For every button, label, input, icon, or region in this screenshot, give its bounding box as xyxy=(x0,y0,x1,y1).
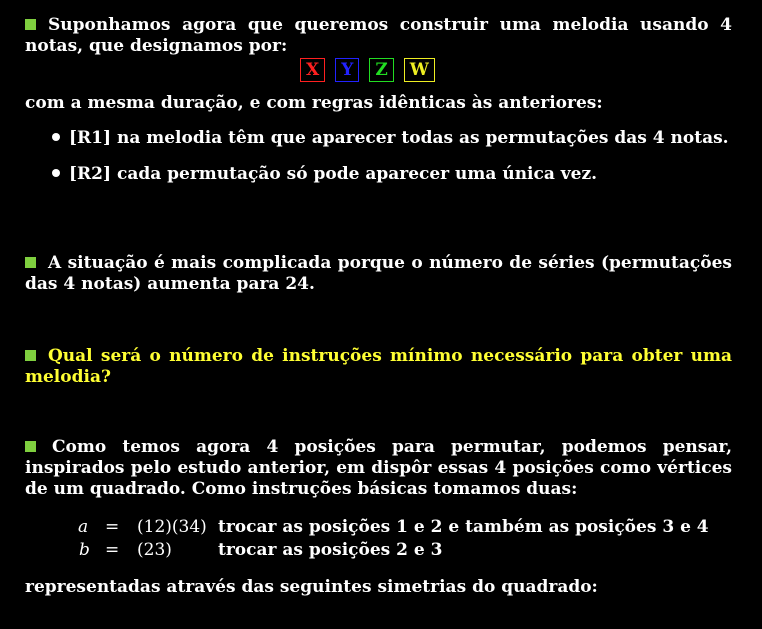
positions-paragraph xyxy=(25,437,732,500)
situation-paragraph xyxy=(25,253,732,295)
bullet-dot-icon xyxy=(52,169,60,177)
instruction-b-perm: (23) xyxy=(137,540,172,560)
rules-intro: com a mesma duração, e com regras idênticas às anteriores: xyxy=(25,93,603,113)
rule-r1-text: [R1] na melodia têm que aparecer todas as permutações das 4 notas. xyxy=(69,128,729,148)
instruction-b-var: b xyxy=(79,540,90,560)
positions-text: Como temos agora 4 posições para permutar, podemos pensar, inspirados pelo estudo anterior, em dispôr essas 4 posições como vértices de um quadrado. Como instruções básicas tomamos duas: xyxy=(25,437,732,499)
instruction-a-var: a xyxy=(78,517,89,537)
instruction-b-symbol xyxy=(79,539,90,561)
intro-text: Suponhamos agora que queremos construir uma melodia usando 4 notas, que designamos por: xyxy=(25,15,732,56)
note-y-label: Y xyxy=(341,60,354,80)
symmetries-paragraph: representadas através das seguintes simetrias do quadrado: xyxy=(25,577,598,597)
instruction-a-desc: trocar as posições 1 e 2 e também as posições 3 e 4 xyxy=(218,517,709,537)
instruction-a-eq: = xyxy=(105,517,120,537)
instruction-a-symbol xyxy=(78,516,88,538)
note-y-box xyxy=(335,58,359,82)
green-square-bullet-icon xyxy=(25,350,36,361)
bullet-dot-icon xyxy=(52,133,60,141)
note-z-label: Z xyxy=(375,60,388,80)
green-square-bullet-icon xyxy=(25,441,36,452)
question-paragraph xyxy=(25,346,732,388)
question-text: Qual será o número de instruções mínimo necessário para obter uma melodia? xyxy=(25,346,732,387)
situation-text: A situação é mais complicada porque o número de séries (permutações das 4 notas) aumenta para 24. xyxy=(25,253,732,294)
instruction-a-perm: (12)(34) xyxy=(137,517,207,537)
green-square-bullet-icon xyxy=(25,19,36,30)
rule-r2 xyxy=(52,164,597,185)
instruction-b-desc: trocar as posições 2 e 3 xyxy=(218,540,443,560)
rule-r2-text: [R2] cada permutação só pode aparecer uma única vez. xyxy=(69,164,598,184)
intro-paragraph xyxy=(25,15,732,57)
rule-r1 xyxy=(52,128,729,149)
note-x-label: X xyxy=(306,60,320,80)
note-z-box xyxy=(369,58,393,82)
note-w-label: W xyxy=(409,60,429,80)
green-square-bullet-icon xyxy=(25,257,36,268)
instruction-b-eq: = xyxy=(105,540,120,560)
notes-row xyxy=(300,58,435,82)
note-x-box xyxy=(300,58,325,82)
note-w-box xyxy=(404,58,435,82)
